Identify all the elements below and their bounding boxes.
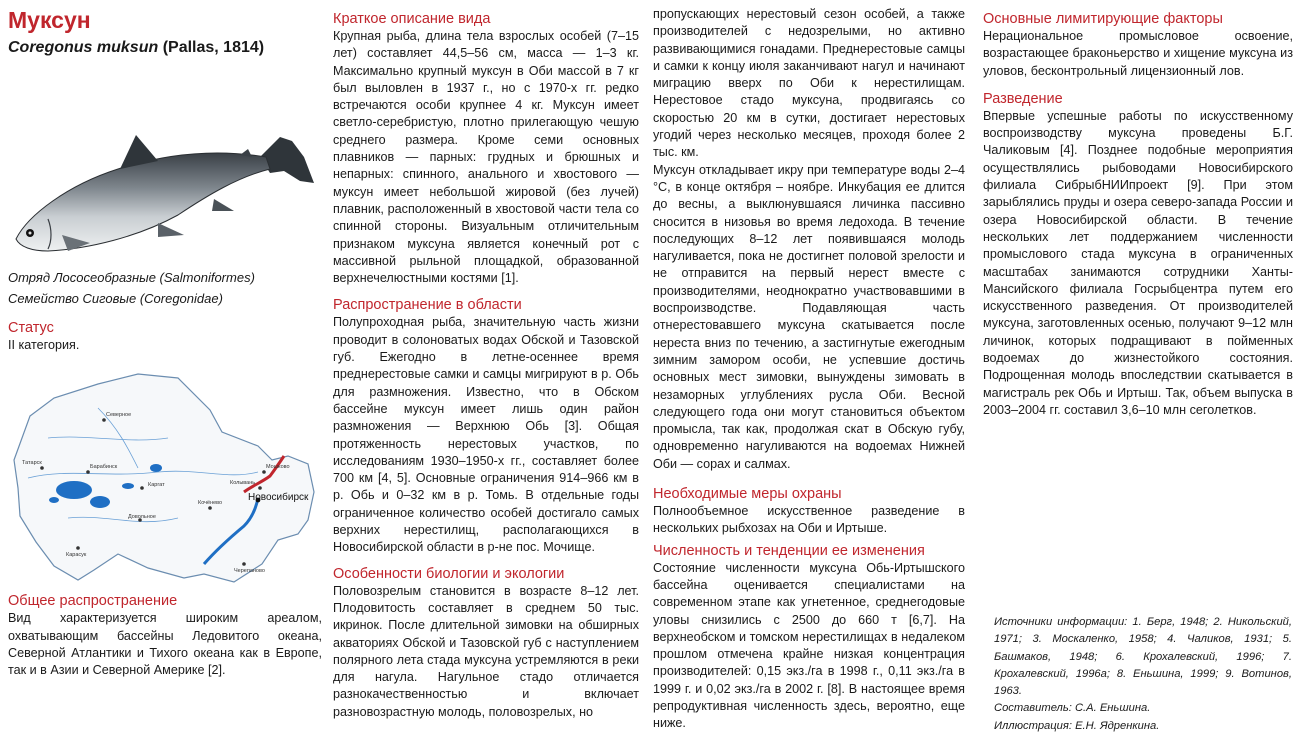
taxonomy-family: Семейство Сиговые (Coregonidae) xyxy=(8,291,223,306)
biology-text-col3-part1: пропускающих нерестовый сезон особей, а также производителей с недозрелыми, но активно развивающимися гонадами. Преднерестовые самцы и самки к концу июля заканчивают нагул и начинают миграцию вверх по Оби к нерестилищам. Нерестовое стадо муксуна, продвигаясь со скоростью 20 км в сутки, достигает нерестовых угодий через несколько месяцев, проходя более 2 тыс. км. xyxy=(653,7,965,160)
status-heading: Статус xyxy=(8,320,54,336)
sources-block xyxy=(994,614,1292,735)
population-heading: Численность и тенденции ее изменения xyxy=(653,542,925,559)
description-text: Крупная рыба, длина тела взрослых особей (7–15 лет) составляет 44,5–56 см, масса — 1–3 кг. Максимально крупный муксун в Оби массой в 7 кг был выловлен в 1937 г., но с 1970-х гг. редко встречаются особи крупнее 4 кг. Муксун имеет светло-серебристую, плотно прилегающую чешую среднего размера. Кроме семи основных плавников — парных: грудных и брюшных и непарных: спинного, анального и хвостового — муксун имеет небольшой жировой (без лучей) плавник, расположенный в хвостовой части тела со спинной стороны. Визуальным отличительным признаком муксуна является конечный рот с массивной рыльной площадкой, образованной верхнечелюстными костями [1]. xyxy=(333,29,639,286)
latin-name: Coregonus muksun xyxy=(8,39,159,56)
column-4 xyxy=(983,6,1293,419)
breeding-text: Впервые успешные работы по искусственному воспроизводству муксуна проведены Б.Г. Чаликовым [4]. Позднее подобные мероприятия осуществлялись рыбоводами Новосибирского филиала СибрыбНИИпроект [9]. При этом зарыблялись пруды и озера северо-запада России и озера Новосибирской области. В течение нескольких лет поддержанием численности промыслового стада муксуна в ограниченных масштабах занимаются сотрудники Ханты-Мансийского филиала Госрыбцентра путем его искусственного разведения. От производителей муксуна, заготовленных осенью, получают 9–12 млн личинок, которых подращивают в пойменных водоемах до жизнестойкого состояния. Подрощенная молодь впоследствии скатывается в магистраль рек Обь и Иртыш. Так, объем выпуска в 2003–2004 гг. составил 3,6–10 млн сеголетков. xyxy=(983,108,1293,417)
muksun-fish-image xyxy=(8,65,322,263)
map-label-karasuk: Карасук xyxy=(66,552,87,559)
regional-distribution-heading: Распространение в области xyxy=(333,297,522,314)
taxonomy-order: Отряд Лососеобразные (Salmoniformes) xyxy=(8,270,255,285)
regional-distribution-text: Полупроходная рыба, значительную часть жизни проводит в солоноватых водах Обской и Тазовской губ. Ежегодно в летне-осеннее время преднерестовые самки и самцы мигрируют в р. Обь для размножения. Известно, что в Обском бассейне муксун имеет лишь один район размножения — Верхнюю Обь [3]. Общая протяженность нерестовых участков, по исследованиям 1930–1950-х гг., составляет более 700 км [4, 5]. Основные ограничения 914–966 км в р. Обь и 0–32 км в р. Томь. В отдельные годы ограниченное количество особей достигало самых верхних нерестилищ, располагающихся в Новосибирской области в р-не пос. Мочище. xyxy=(333,315,639,555)
population-text: Состояние численности муксуна Обь-Иртышского бассейна оценивается специалистами на современном этапе как угнетенное, среднегодовые уловы снизились с 2500 до 660 т [6,7]. На верхнеобском и томском нерестилищах в недалеком прошлом отмечена крайне низкая концентрация производителей: 0,15 экз./га в 1998 г., 0,11 экз./га в 1999 г. и 0,02 экз./га в 2002 г. [8]. В настоящее время репродуктивная численность здесь, вероятно, еще ниже. xyxy=(653,560,965,731)
general-distribution-text: Вид характеризуется широким ареалом, охватывающим бассейны Ледовитого океана, Северной Атлантики и Тихого океана как в Европе, так и в Азии и Северной Америке [2]. xyxy=(8,611,322,678)
status-value: II категория. xyxy=(8,338,80,352)
limiting-factors-text: Нерациональное промысловое освоение, возрастающее браконьерство и хищение муксуна из уловов, бесконтрольный лицензионный лов. xyxy=(983,29,1293,78)
map-label-barabinsk: Барабинск xyxy=(90,464,118,471)
description-heading: Краткое описание вида xyxy=(333,11,491,27)
limiting-factors-heading: Основные лимитирующие факторы xyxy=(983,11,1223,27)
breeding-heading: Разведение xyxy=(983,90,1063,107)
map-label-kolyvan: Колывань xyxy=(230,480,256,487)
map-label-kargat: Каргат xyxy=(148,482,165,489)
novosibirsk-region-map xyxy=(8,368,322,588)
column-2 xyxy=(333,6,639,721)
fish-illustration xyxy=(8,65,322,263)
compiler-credit: Составитель: С.А. Еньшина. xyxy=(994,702,1151,715)
page-title: Муксун xyxy=(8,7,91,33)
map-label-kochenevo: Кочёнево xyxy=(198,500,223,507)
column-3 xyxy=(653,6,965,733)
sources-text: Источники информации: 1. Берг, 1948; 2. Никольский, 1971; 3. Москаленко, 1958; 4. Чаликов, 1931; 5. Башмаков, 1948; 6. Крохалевский, 1996; 7. Крохалевский, 1996а; 8. Еньшина, 1999; 9. Вотинов, 1963. xyxy=(994,616,1292,698)
protection-text: Полнообъемное искусственное разведение в нескольких рыбхозах на Оби и Иртыше. xyxy=(653,504,965,536)
biology-text-col3-part2: Муксун откладывает икру при температуре воды 2–4 °С, в конце октября – ноябре. Инкубация ее длится до весны, а выклюнувшаяся личинка пассивно сносится в низовья во время ледохода. В течение последующих 8–12 лет появившаяся молодь нагуливается, пока не достигнет половой зрелости и не отправится на первый нерест вместе с производителями, неоднократно участвовавшими в воспроизводстве. Подавляющая часть отнерестовавшего муксуна скатывается после нереста вниз по течению, а застигнутые ежегодным зимним замором особи, не успевшие достичь основных мест зимовки, вынуждены зимовать в незаморных углублениях русла Оби. Весной следующего года они могут становиться объектом промысла, так как, продолжая скат в Обскую губу, одновременно нагуливаются на водоемах Нижней Оби — сорах и салмах. xyxy=(653,162,965,471)
latin-name-line xyxy=(8,37,322,59)
general-distribution-heading: Общее распространение xyxy=(8,593,178,610)
map-label-dovolnoe: Довольное xyxy=(128,514,156,521)
map-label-severnoe: Северное xyxy=(106,412,132,419)
biology-text-col2: Половозрелым становится в возрасте 8–12 лет. Плодовитость составляет в среднем 50 тыс. икринок. После длительной зимовки на обширных акваториях Обской и Тазовской губ с наступлением полярного лета стада муксуна устремляются в реки для нагула. Нагульное стадо отличается разнокачественностью и включает разновозрастную молодь, половозрелых, но xyxy=(333,583,639,719)
distribution-map xyxy=(8,368,322,588)
latin-author: (Pallas, 1814) xyxy=(162,39,265,56)
protection-heading: Необходимые меры охраны xyxy=(653,486,842,503)
illustrator-credit: Иллюстрация: Е.Н. Ядренкина. xyxy=(994,719,1160,732)
map-label-novosibirsk: Новосибирск xyxy=(248,492,309,504)
map-label-moshkovo: Мошково xyxy=(266,464,290,471)
map-label-tatarsk: Татарск xyxy=(22,460,42,467)
biology-heading: Особенности биологии и экологии xyxy=(333,565,565,582)
map-label-cherepanovo: Черепаново xyxy=(234,568,265,575)
column-1 xyxy=(8,6,322,679)
